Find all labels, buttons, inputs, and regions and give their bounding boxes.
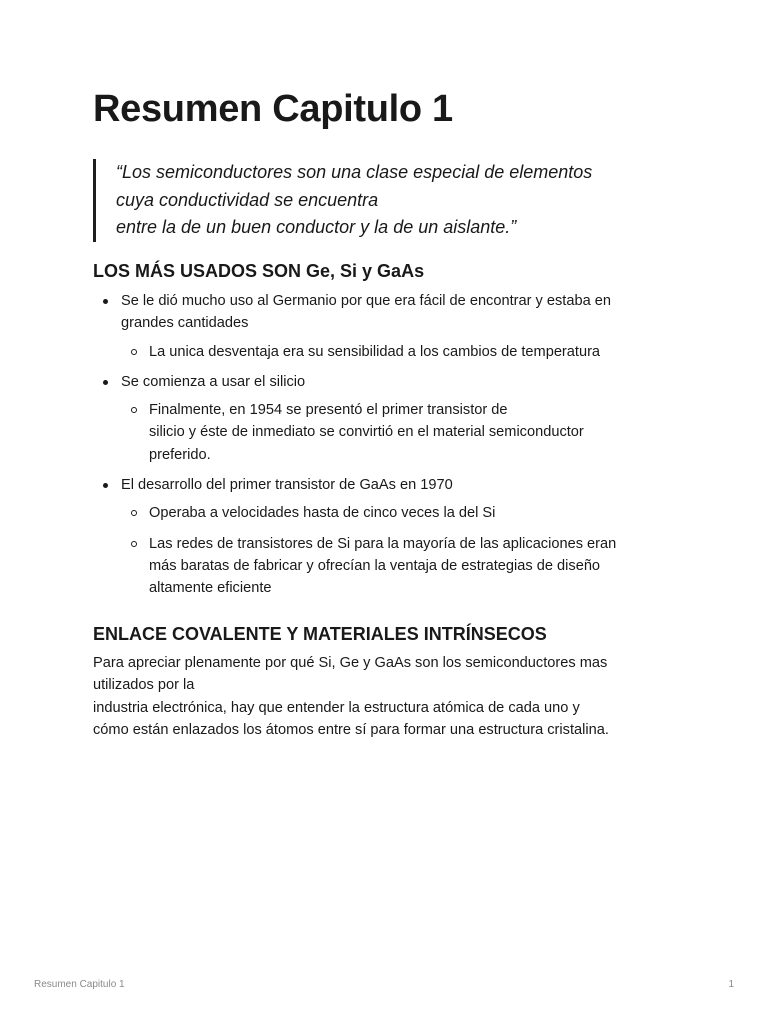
page-title: Resumen Capitulo 1 <box>93 88 453 130</box>
section-heading-covalent-bond: ENLACE COVALENTE Y MATERIALES INTRÍNSECOS <box>93 624 547 644</box>
list-item <box>93 371 693 466</box>
paragraph-line: Para apreciar plenamente por qué Si, Ge y GaAs son los semiconductores mas <box>93 655 608 671</box>
body-paragraph <box>93 652 693 741</box>
list-item <box>93 474 693 599</box>
sub-list-item-text: altamente eficiente <box>149 580 272 597</box>
list-item-text: Se le dió mucho uso al Germanio por que era fácil de encontrar y estaba en <box>121 293 611 309</box>
footer-page-number: 1 <box>728 979 734 990</box>
list-item <box>93 290 693 363</box>
sub-list-item <box>121 341 693 363</box>
paragraph-line: utilizados por la <box>93 677 195 694</box>
sub-list-item-text: más baratas de fabricar y ofrecían la ventaja de estrategias de diseño <box>149 557 601 574</box>
sub-list-item-text: Finalmente, en 1954 se presentó el primer transistor de <box>149 402 508 419</box>
quote-line: “Los semiconductores son una clase especial de elementos <box>116 162 593 182</box>
footer-title: Resumen Capitulo 1 <box>34 979 125 990</box>
quote-line: cuya conductividad se encuentra <box>116 189 379 210</box>
sub-list-item-text: La unica desventaja era su sensibilidad a los cambios de temperatura <box>149 343 601 360</box>
sub-list-item-text: Las redes de transistores de Si para la mayoría de las aplicaciones eran <box>149 535 617 552</box>
quote-line: entre la de un buen conductor y la de un aislante.” <box>116 217 517 237</box>
bullet-list <box>93 290 693 608</box>
sub-list-item <box>121 399 693 466</box>
sub-list-item <box>121 502 693 524</box>
quote-block <box>93 159 693 242</box>
paragraph-line: cómo están enlazados los átomos entre sí para formar una estructura cristalina. <box>93 721 609 738</box>
sub-list <box>121 502 693 599</box>
section-heading-most-used: LOS MÁS USADOS SON Ge, Si y GaAs <box>93 261 425 281</box>
sub-list <box>121 341 693 363</box>
paragraph-line: industria electrónica, hay que entender la estructura atómica de cada uno y <box>93 699 580 716</box>
sub-list <box>121 399 693 466</box>
sub-list-item <box>121 533 693 600</box>
list-item-text: El desarrollo del primer transistor de GaAs en 1970 <box>121 477 453 494</box>
list-item-text: grandes cantidades <box>121 315 249 332</box>
sub-list-item-text: Operaba a velocidades hasta de cinco veces la del Si <box>149 505 496 522</box>
sub-list-item-text: silicio y éste de inmediato se convirtió en el material semiconductor <box>149 424 584 441</box>
sub-list-item-text: preferido. <box>149 446 211 463</box>
list-item-text: Se comienza a usar el silicio <box>121 373 306 390</box>
